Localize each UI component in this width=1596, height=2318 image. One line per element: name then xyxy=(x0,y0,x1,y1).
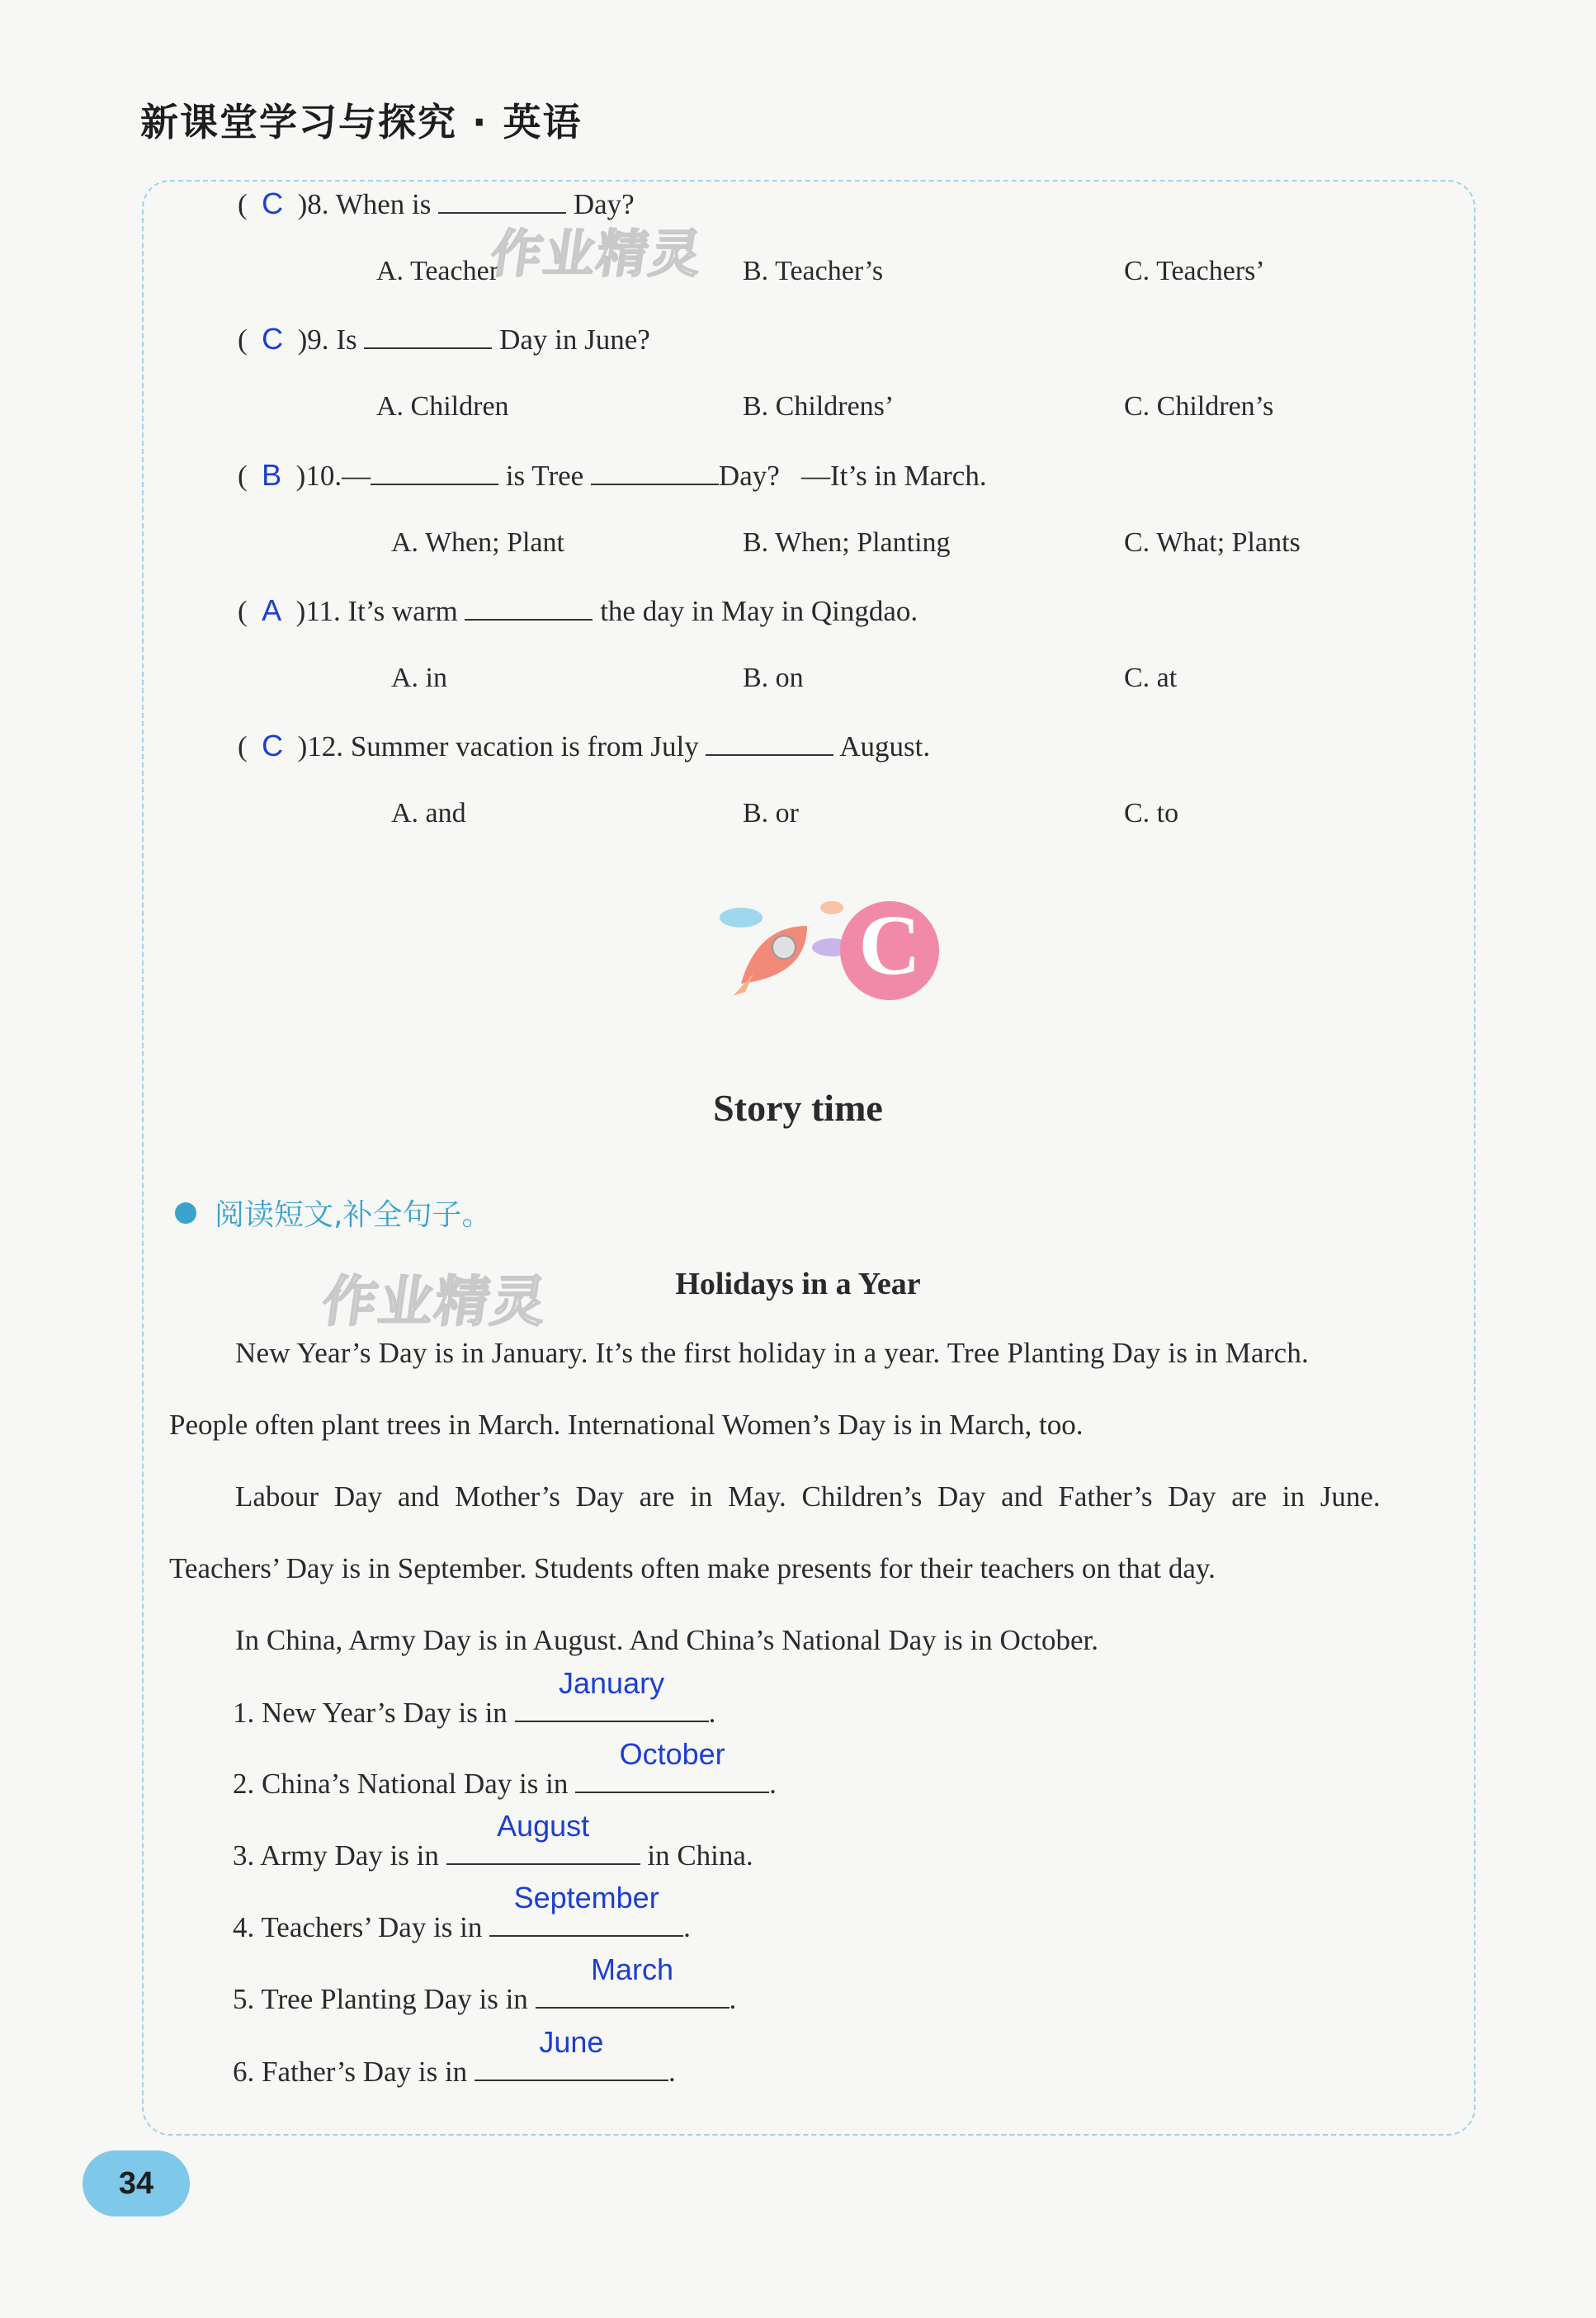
question-12: ( C )12. Summer vacation is from July August. xyxy=(238,729,931,762)
option-c: C. at xyxy=(1124,663,1178,693)
answer-mark: A xyxy=(262,593,282,627)
option-a: A. When; Plant xyxy=(391,527,564,558)
option-c: C. Children’s xyxy=(1124,391,1274,422)
question-stem: August. xyxy=(839,730,931,762)
fill-prompt: 6. Father’s Day is in xyxy=(233,2056,468,2088)
passage-line: New Year’s Day is in January. It’s the first holiday in a year. Tree Planting Day is in March. xyxy=(235,1337,1309,1369)
question-8: ( C )8. When is Day? xyxy=(238,186,635,220)
option-a: A. and xyxy=(391,798,466,829)
question-stem: the day in May in Qingdao. xyxy=(600,595,918,627)
answer-blank xyxy=(515,1666,709,1722)
fill-suffix: in China. xyxy=(647,1839,753,1872)
answer-blank xyxy=(438,187,566,214)
question-stem: is Tree xyxy=(505,460,584,492)
fill-suffix: . xyxy=(668,2056,676,2088)
book-title: 新课堂学习与探究 · 英语 xyxy=(140,100,583,144)
fill-suffix: . xyxy=(708,1697,716,1729)
option-a: A. Children xyxy=(376,391,509,422)
question-10: ( B )10.— is Tree Day? —It’s in March. xyxy=(238,458,987,492)
fill-answer: June xyxy=(539,2025,604,2059)
option-c: C. to xyxy=(1124,798,1179,829)
answer-blank xyxy=(489,1881,683,1937)
fill-answer: October xyxy=(619,1737,725,1771)
watermark: 作业精灵 xyxy=(487,224,707,284)
passage-line: Labour Day and Mother’s Day are in May. Children’s Day and Father’s Day are in June. xyxy=(235,1480,1381,1513)
fill-item-5 xyxy=(233,1952,737,2016)
answer-blank xyxy=(371,459,498,485)
page-number: 34 xyxy=(83,2150,190,2216)
section-letter: C xyxy=(858,898,921,993)
fill-answer: January xyxy=(559,1666,665,1700)
fill-item-6 xyxy=(233,2025,676,2089)
fill-suffix: . xyxy=(729,1983,737,2015)
passage-title: Holidays in a Year xyxy=(675,1267,921,1301)
fill-answer: August xyxy=(497,1809,590,1843)
answer-mark: B xyxy=(262,458,282,492)
question-number: )9. xyxy=(297,323,329,356)
answer-mark: C xyxy=(262,186,284,220)
fill-answer: September xyxy=(513,1881,659,1914)
option-b: B. When; Planting xyxy=(743,527,951,558)
question-stem: Day? xyxy=(573,188,635,220)
option-a: A. in xyxy=(391,663,447,693)
answer-mark: C xyxy=(262,729,284,762)
section-title: Story time xyxy=(713,1087,883,1129)
fill-prompt: 2. China’s National Day is in xyxy=(233,1768,569,1800)
question-stem: Is xyxy=(336,323,357,356)
fill-prompt: 5. Tree Planting Day is in xyxy=(233,1983,528,2015)
option-c: C. What; Plants xyxy=(1124,527,1301,558)
fill-item-1 xyxy=(233,1666,716,1730)
question-stem: Summer vacation is from July xyxy=(350,730,699,762)
option-a: A. Teacher xyxy=(376,256,499,286)
bullet-icon xyxy=(175,1202,196,1224)
fill-item-3 xyxy=(233,1809,753,1872)
option-b: B. or xyxy=(743,798,799,829)
option-b: B. Teacher’s xyxy=(743,256,884,286)
question-stem: Day? xyxy=(718,460,780,492)
question-11: ( A )11. It’s warm the day in May in Qingdao. xyxy=(238,593,918,627)
question-stem: — xyxy=(342,460,371,492)
option-b: B. on xyxy=(743,663,804,693)
answer-blank xyxy=(475,2025,668,2081)
question-stem: When is xyxy=(335,188,432,220)
question-number: )10. xyxy=(295,460,342,492)
fill-prompt: 4. Teachers’ Day is in xyxy=(233,1911,483,1943)
passage-line: Teachers’ Day is in September. Students often make presents for their teachers on that day. xyxy=(169,1552,1216,1584)
question-stem: It’s warm xyxy=(347,595,458,627)
fill-item-4 xyxy=(233,1881,691,1944)
question-stem: Day in June? xyxy=(499,323,650,356)
answer-blank xyxy=(446,1809,640,1865)
passage-line: In China, Army Day is in August. And China’s National Day is in October. xyxy=(235,1624,1099,1656)
passage-line: People often plant trees in March. International Women’s Day is in March, too. xyxy=(169,1409,1084,1441)
instruction: 阅读短文,补全句子。 xyxy=(215,1198,492,1232)
fill-suffix: . xyxy=(769,1768,777,1800)
question-9: ( C )9. Is Day in June? xyxy=(238,322,650,356)
answer-blank xyxy=(706,729,833,756)
answer-blank xyxy=(536,1952,730,2009)
answer-blank xyxy=(465,594,593,621)
answer-blank xyxy=(591,459,719,485)
fill-prompt: 1. New Year’s Day is in xyxy=(233,1697,508,1729)
watermark: 作业精灵 xyxy=(318,1270,552,1334)
option-b: B. Childrens’ xyxy=(743,391,895,422)
fill-prompt: 3. Army Day is in xyxy=(233,1839,439,1872)
fill-answer: March xyxy=(591,1952,674,1986)
question-number: )12. xyxy=(297,730,344,762)
question-number: )8. xyxy=(297,188,329,220)
answer-blank xyxy=(364,323,492,349)
question-response: —It’s in March. xyxy=(801,460,987,492)
answer-blank xyxy=(575,1737,769,1793)
question-number: )11. xyxy=(295,595,341,627)
option-c: C. Teachers’ xyxy=(1124,256,1265,286)
section-c-illustration xyxy=(708,893,939,1008)
answer-mark: C xyxy=(262,322,284,356)
fill-item-2 xyxy=(233,1737,777,1801)
fill-suffix: . xyxy=(683,1911,691,1943)
